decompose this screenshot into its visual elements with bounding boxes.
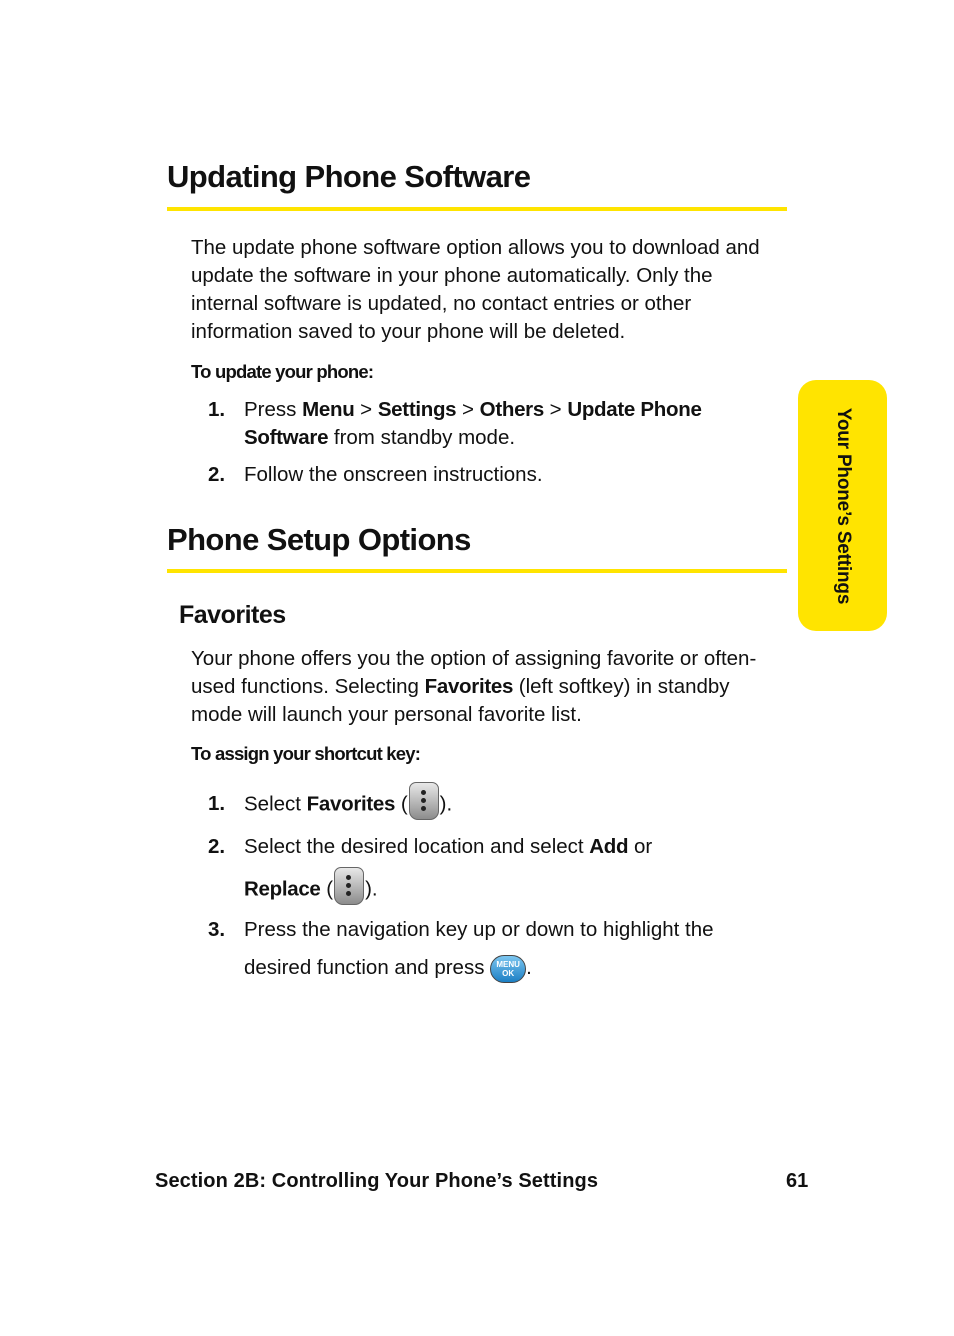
section-title-underline xyxy=(167,207,787,211)
section-title-updating-software: Updating Phone Software xyxy=(167,159,531,194)
step-text: Press Menu > Settings > Others > Update Phone Software from standby mode. xyxy=(244,398,702,449)
update-phone-lead: To update your phone: xyxy=(191,361,374,382)
shortcut-key-lead: To assign your shortcut key: xyxy=(191,743,421,764)
favorites-intro: Your phone offers you the option of assigning favorite or often-used functions. Selecting Favorites (left softkey) in standby mode will launch your personal favorite list. xyxy=(191,647,757,726)
step-text: Press the navigation key up or down to highlight the xyxy=(244,918,714,941)
section-title-phone-setup: Phone Setup Options xyxy=(167,522,471,557)
step-text: Follow the onscreen instructions. xyxy=(244,463,543,486)
footer-section-title: Section 2B: Controlling Your Phone’s Settings xyxy=(155,1170,599,1192)
right-softkey-icon xyxy=(334,867,364,905)
left-softkey-icon xyxy=(409,782,439,820)
step-number: 1. xyxy=(208,792,226,815)
page-number: 61 xyxy=(786,1170,809,1192)
step-text: desired function and press MENU OK . xyxy=(244,954,789,983)
step-text: Replace ( ). xyxy=(244,875,789,905)
chapter-side-tab-label: Your Phone’s Settings xyxy=(832,407,854,604)
step-text: Select the desired location and select Add or xyxy=(244,835,653,858)
chapter-side-tab xyxy=(798,380,887,631)
step-number: 3. xyxy=(208,918,226,941)
menu-ok-key-icon: MENU OK xyxy=(490,955,526,983)
subsection-title-favorites: Favorites xyxy=(179,601,286,629)
updating-software-intro: The update phone software option allows you to download and update the software in your phone automatically. Only the internal software is updated, no contact entries or other information saved to your phone will be deleted. xyxy=(191,236,760,343)
step-text: Select Favorites ( ). xyxy=(244,790,789,820)
step-number: 1. xyxy=(208,398,226,421)
section-title-underline xyxy=(167,569,787,573)
step-number: 2. xyxy=(208,463,226,486)
step-number: 2. xyxy=(208,835,226,858)
